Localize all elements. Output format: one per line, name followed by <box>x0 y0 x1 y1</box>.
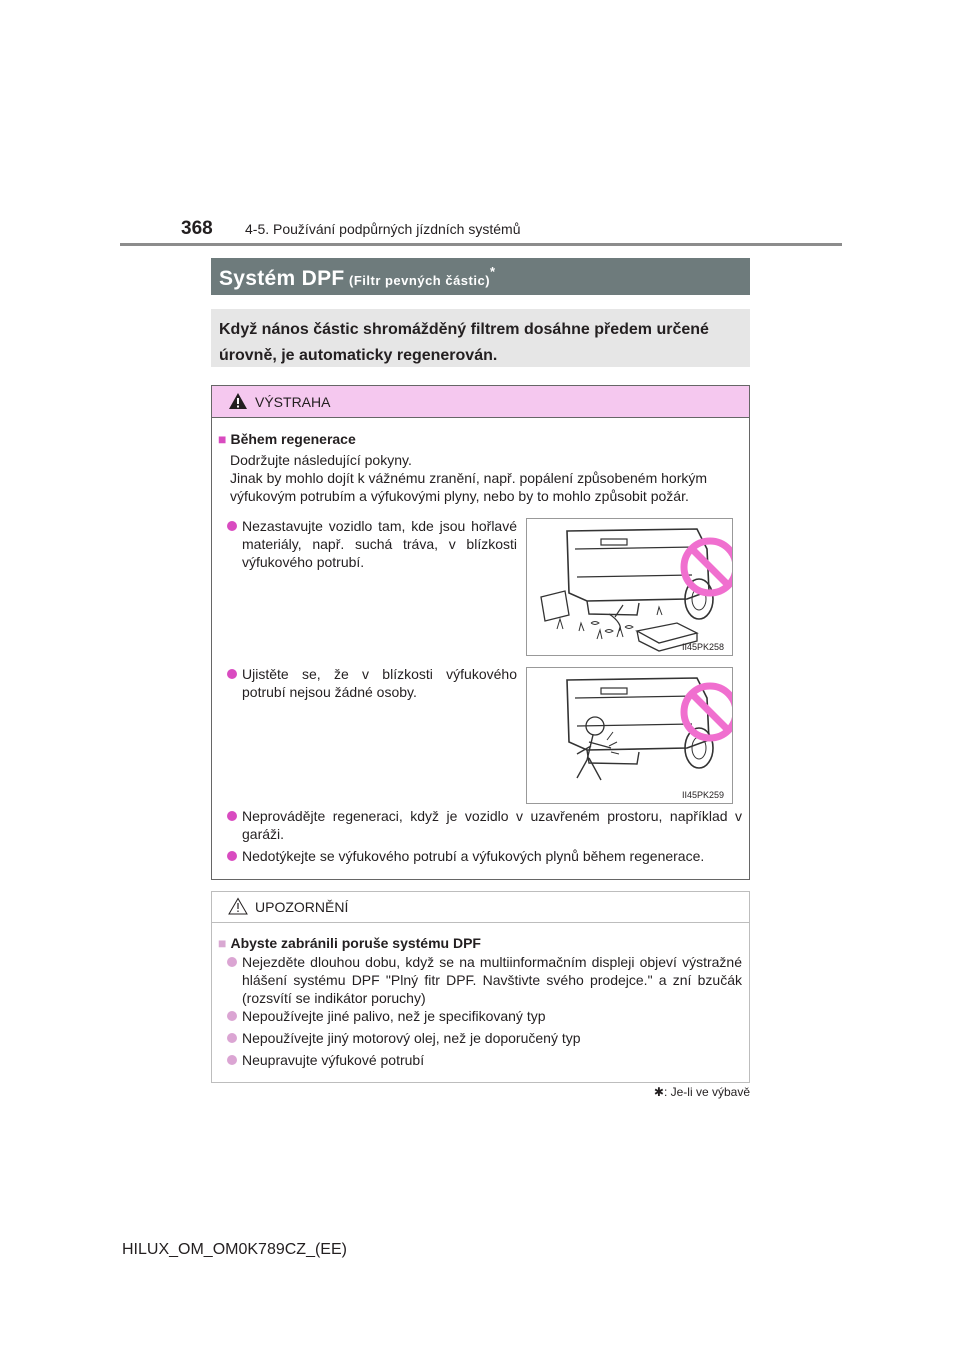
bullet-dot-icon <box>227 1055 237 1065</box>
bullet-dot-icon <box>227 521 237 531</box>
warning-intro-line: Jinak by mohlo dojít k vážnému zranění, např. popálení způsobeném horkým <box>230 470 708 486</box>
intro-text: Když nános částic shromážděný filtrem dosáhne předem určené úrovně, je automaticky regenerován. <box>211 309 750 367</box>
section-title-main: Systém DPF <box>219 267 345 290</box>
caution-bullet <box>242 1007 742 1025</box>
caution-box <box>211 891 750 1083</box>
warning-bullet-text: Neprovádějte regeneraci, když je vozidlo v uzavřeném prostoru, například v garáži. <box>242 808 742 842</box>
bullet-dot-icon <box>227 851 237 861</box>
page-number: 368 <box>181 218 213 239</box>
warning-label: VÝSTRAHA <box>255 394 331 410</box>
bullet-dot-icon <box>227 811 237 821</box>
footnote-text: : Je-li ve výbavě <box>663 1085 750 1099</box>
caution-triangle-icon <box>228 897 248 918</box>
square-bullet-icon: ■ <box>218 935 227 951</box>
square-bullet-icon: ■ <box>218 431 227 447</box>
document-id: HILUX_OM_OM0K789CZ_(EE) <box>122 1241 347 1258</box>
warning-bullet <box>242 807 742 843</box>
warning-bullet <box>242 517 517 571</box>
running-head: 4-5. Používání podpůrných jízdních systémů <box>245 221 521 237</box>
caution-header <box>212 892 749 923</box>
warning-bullet <box>242 847 742 865</box>
warning-triangle-icon <box>228 392 248 413</box>
warning-heading-text: Během regenerace <box>230 431 356 447</box>
truck-grass-illustration <box>527 519 732 655</box>
caution-bullet-text: Nejezděte dlouhou dobu, když se na multiinformačním displeji objeví výstražné hlášení systému DPF "Plný fitr DPF. Navštivte svého prodejce." a zní bzučák (rozsvítí se indikátor poruchy) <box>242 954 742 1006</box>
warning-header <box>212 386 749 418</box>
bullet-dot-icon <box>227 1033 237 1043</box>
caution-heading-text: Abyste zabránili poruše systému DPF <box>230 935 481 951</box>
caution-bullet-text: Nepoužívejte jiné palivo, než je specifikovaný typ <box>242 1008 546 1024</box>
warning-bullet <box>242 665 517 701</box>
caution-bullet-text: Nepoužívejte jiný motorový olej, než je doporučený typ <box>242 1030 581 1046</box>
caution-bullet <box>242 1051 742 1069</box>
truck-child-illustration <box>527 668 732 803</box>
equipment-star: * <box>490 264 496 279</box>
warning-box <box>211 385 750 880</box>
illustration-persons-near-exhaust <box>526 667 733 804</box>
illustration-flammable-materials <box>526 518 733 656</box>
illustration-code: II45PK258 <box>681 642 724 652</box>
section-title <box>211 258 750 295</box>
warning-bullet-text: Ujistěte se, že v blízkosti výfukového potrubí nejsou žádné osoby. <box>242 666 517 700</box>
warning-intro-line: Dodržujte následující pokyny. <box>230 452 412 468</box>
bullet-dot-icon <box>227 1011 237 1021</box>
warning-bullet-text: Nezastavujte vozidlo tam, kde jsou hořlavé materiály, např. suchá tráva, v blízkosti výfukového potrubí. <box>242 518 517 570</box>
warning-bullet-text: Nedotýkejte se výfukového potrubí a výfukových plynů během regenerace. <box>242 848 705 864</box>
caution-heading <box>218 935 481 951</box>
caution-bullet <box>242 1029 742 1047</box>
asterisk-icon: ✱ <box>653 1085 664 1099</box>
bullet-dot-icon <box>227 669 237 679</box>
caution-bullet <box>242 953 742 1007</box>
section-title-sub: (Filtr pevných částic) <box>349 273 491 288</box>
warning-intro-line: výfukovým potrubím a výfukovými plyny, nebo by to mohlo způsobit požár. <box>230 488 689 504</box>
caution-label: UPOZORNĚNÍ <box>255 899 349 915</box>
footnote <box>654 1085 750 1099</box>
illustration-code: II45PK259 <box>681 790 724 800</box>
bullet-dot-icon <box>227 957 237 967</box>
header-divider <box>120 243 842 246</box>
caution-bullet-text: Neupravujte výfukové potrubí <box>242 1052 425 1068</box>
warning-heading <box>218 431 356 447</box>
